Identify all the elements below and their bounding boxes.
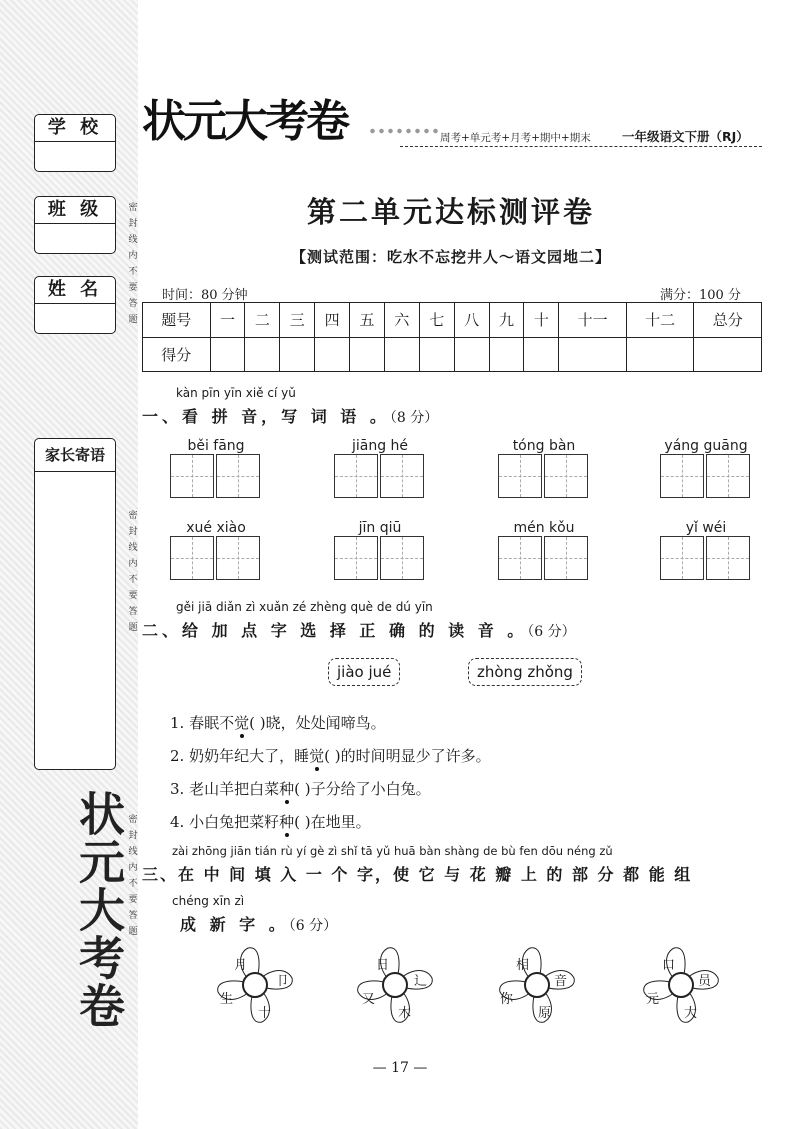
tian-cell[interactable]	[380, 454, 424, 498]
sentence-text: 3. 老山羊把白菜	[170, 780, 280, 798]
dotted-char: 觉	[234, 714, 250, 732]
pinwheel-shape	[626, 940, 736, 1030]
q1-item	[660, 520, 752, 580]
q3-title-line1: 三、在 中 间 填 入 一 个 字，使 它 与 花 瓣 上 的 部 分 都 能 组	[142, 865, 693, 884]
page-number: — 17 —	[372, 1060, 428, 1076]
q1-item	[170, 520, 262, 580]
q1-item	[660, 438, 752, 498]
score-cell: 题号	[143, 303, 211, 338]
sentence-text: 2. 奶奶年纪大了，睡	[170, 747, 310, 765]
q2-pinyin: gěi jiā diǎn zì xuǎn zé zhèng què de dú yīn	[176, 600, 433, 614]
score-cell: 二	[245, 303, 280, 338]
writing-grid[interactable]	[660, 454, 752, 498]
score-input-cell[interactable]	[694, 337, 762, 372]
writing-grid[interactable]	[660, 536, 752, 580]
writing-grid[interactable]	[334, 536, 426, 580]
q1-item	[498, 520, 590, 580]
score-input-cell[interactable]	[524, 337, 559, 372]
score-cell: 四	[315, 303, 350, 338]
seal-line-text: 密封线内不要答题	[128, 203, 138, 325]
score-input-cell[interactable]	[419, 337, 454, 372]
writing-grid[interactable]	[334, 454, 426, 498]
tian-cell[interactable]	[660, 536, 704, 580]
score-cell: 九	[489, 303, 524, 338]
reading-choice-box: zhòng zhǒng	[468, 658, 582, 686]
item-pinyin: jīn qiū	[358, 520, 402, 536]
tian-cell[interactable]	[334, 536, 378, 580]
header-divider	[400, 146, 762, 147]
score-cell: 十	[524, 303, 559, 338]
score-cell: 总分	[694, 303, 762, 338]
q3-pinyin-line1: zài zhōng jiān tián rù yí gè zì shǐ tā yǔ huā bàn shàng de bù fen dōu néng zǔ	[172, 844, 613, 858]
sentence-text: ( )的时间明显少了许多。	[324, 747, 491, 765]
sentence-text: 4. 小白兔把菜籽	[170, 813, 280, 831]
parent-note-label: 家长寄语	[35, 439, 115, 472]
score-table	[142, 302, 762, 372]
decorative-dots	[368, 126, 438, 136]
tian-cell[interactable]	[660, 454, 704, 498]
pinwheel-shape	[340, 940, 450, 1030]
score-table-header-row	[143, 303, 762, 338]
q1-pinyin: kàn pīn yīn xiě cí yǔ	[176, 386, 296, 400]
exam-full-score: 满分：100 分	[660, 288, 741, 303]
petal-char: 日	[376, 958, 390, 973]
tian-cell[interactable]	[498, 536, 542, 580]
tian-cell[interactable]	[706, 536, 750, 580]
tian-cell[interactable]	[216, 536, 260, 580]
score-input-cell[interactable]	[315, 337, 350, 372]
q2-title	[142, 618, 576, 641]
tian-cell[interactable]	[170, 454, 214, 498]
brand-logo: 状元大考卷	[142, 96, 347, 147]
petal-char: 口	[662, 958, 676, 973]
petal-char: 木	[398, 1006, 412, 1021]
tian-cell[interactable]	[216, 454, 260, 498]
pinwheel	[626, 940, 736, 1030]
score-input-cell[interactable]	[350, 337, 385, 372]
score-input-cell[interactable]	[454, 337, 489, 372]
dotted-char: 觉	[309, 747, 325, 765]
dotted-char: 种	[279, 813, 295, 831]
seal-line-text: 密封线内不要答题	[128, 815, 138, 937]
brand-logo-vertical: 状元大考卷	[72, 790, 126, 1030]
q3-title-line2	[180, 912, 337, 935]
petal-char: 原	[538, 1006, 552, 1021]
pinwheel	[340, 940, 450, 1030]
pinwheel	[200, 940, 310, 1030]
q1-title	[142, 404, 438, 427]
grade-text: 一年级语文下册（RJ）	[622, 129, 749, 144]
exam-title: 第二单元达标测评卷	[306, 195, 595, 229]
series-text: 周考+单元考+月考+期中+期末	[440, 132, 591, 144]
petal-char: 元	[646, 992, 660, 1007]
item-pinyin: yáng guāng	[664, 438, 748, 454]
tian-cell[interactable]	[170, 536, 214, 580]
writing-grid[interactable]	[498, 536, 590, 580]
q1-item	[170, 438, 262, 498]
item-pinyin: yǐ wéi	[685, 520, 727, 536]
dotted-char: 种	[279, 780, 295, 798]
score-cell: 三	[280, 303, 315, 338]
sentence-text: ( )晓，处处闻啼鸟。	[249, 714, 386, 732]
sentence-text: 1. 春眠不	[170, 714, 235, 732]
score-cell: 十一	[559, 303, 627, 338]
tian-cell[interactable]	[498, 454, 542, 498]
school-label: 学 校	[35, 115, 115, 142]
score-cell: 六	[384, 303, 419, 338]
score-input-cell[interactable]	[384, 337, 419, 372]
score-row-label: 得分	[143, 337, 211, 372]
score-cell: 七	[419, 303, 454, 338]
pinwheel-shape	[482, 940, 592, 1030]
petal-char: 月	[234, 958, 248, 973]
sentence-text: ( )子分给了小白兔。	[294, 780, 431, 798]
tian-cell[interactable]	[334, 454, 378, 498]
score-input-cell[interactable]	[559, 337, 627, 372]
item-pinyin: mén kǒu	[513, 520, 575, 536]
sentence-text: ( )在地里。	[294, 813, 371, 831]
petal-char: 卩	[276, 974, 290, 989]
score-input-cell[interactable]	[626, 337, 694, 372]
tian-cell[interactable]	[706, 454, 750, 498]
pinwheel-shape	[200, 940, 310, 1030]
q2-sentence	[170, 745, 491, 766]
petal-char: 十	[258, 1006, 272, 1021]
petal-char: 又	[362, 992, 376, 1007]
score-input-cell[interactable]	[280, 337, 315, 372]
name-field[interactable]	[34, 276, 116, 334]
petal-char: 大	[684, 1006, 698, 1021]
exam-range: 【测试范围：吃水不忘挖井人～语文园地二】	[290, 248, 611, 266]
class-label: 班 级	[35, 197, 115, 224]
q2-sentence	[170, 712, 386, 733]
item-pinyin: tóng bàn	[512, 438, 576, 454]
q1-title-text: 一、看 拼 音，写 词 语 。	[142, 407, 390, 426]
q1-item	[498, 438, 590, 498]
q2-sentence	[170, 811, 371, 832]
petal-char: 你	[500, 992, 514, 1007]
seal-line-text: 密封线内不要答题	[128, 511, 138, 633]
school-field[interactable]	[34, 114, 116, 172]
tian-cell[interactable]	[544, 454, 588, 498]
score-input-cell[interactable]	[489, 337, 524, 372]
score-table-score-row	[143, 337, 762, 372]
parent-note-field[interactable]	[34, 438, 116, 770]
score-cell: 十二	[626, 303, 694, 338]
petal-char: 员	[698, 974, 712, 989]
score-input-cell[interactable]	[210, 337, 245, 372]
item-pinyin: xué xiào	[186, 520, 246, 536]
score-cell: 八	[454, 303, 489, 338]
score-cell: 五	[350, 303, 385, 338]
q1-points: （8 分）	[389, 410, 439, 426]
score-cell: 一	[210, 303, 245, 338]
writing-grid[interactable]	[170, 454, 262, 498]
q1-item	[334, 438, 426, 498]
q1-item	[334, 520, 426, 580]
score-input-cell[interactable]	[245, 337, 280, 372]
writing-grid[interactable]	[498, 454, 590, 498]
q3-pinyin-line2: chéng xīn zì	[172, 894, 245, 908]
q2-sentence	[170, 778, 431, 799]
class-field[interactable]	[34, 196, 116, 254]
name-label: 姓 名	[35, 277, 115, 304]
tian-cell[interactable]	[544, 536, 588, 580]
petal-char: 辶	[414, 974, 428, 989]
tian-cell[interactable]	[380, 536, 424, 580]
item-pinyin: jiāng hé	[351, 438, 409, 454]
q2-points: （6 分）	[527, 624, 576, 640]
petal-char: 音	[554, 974, 568, 989]
q3-points: （6 分）	[288, 918, 338, 934]
writing-grid[interactable]	[170, 536, 262, 580]
q2-title-text: 二、给 加 点 字 选 择 正 确 的 读 音 。	[142, 621, 528, 640]
q3-title-text: 成 新 字 。	[180, 915, 289, 934]
reading-choice-box: jiào jué	[328, 658, 400, 686]
pinwheel	[482, 940, 592, 1030]
petal-char: 生	[220, 992, 234, 1007]
petal-char: 相	[516, 958, 530, 973]
item-pinyin: běi fāng	[187, 438, 245, 454]
exam-time: 时间：80 分钟	[162, 288, 248, 303]
